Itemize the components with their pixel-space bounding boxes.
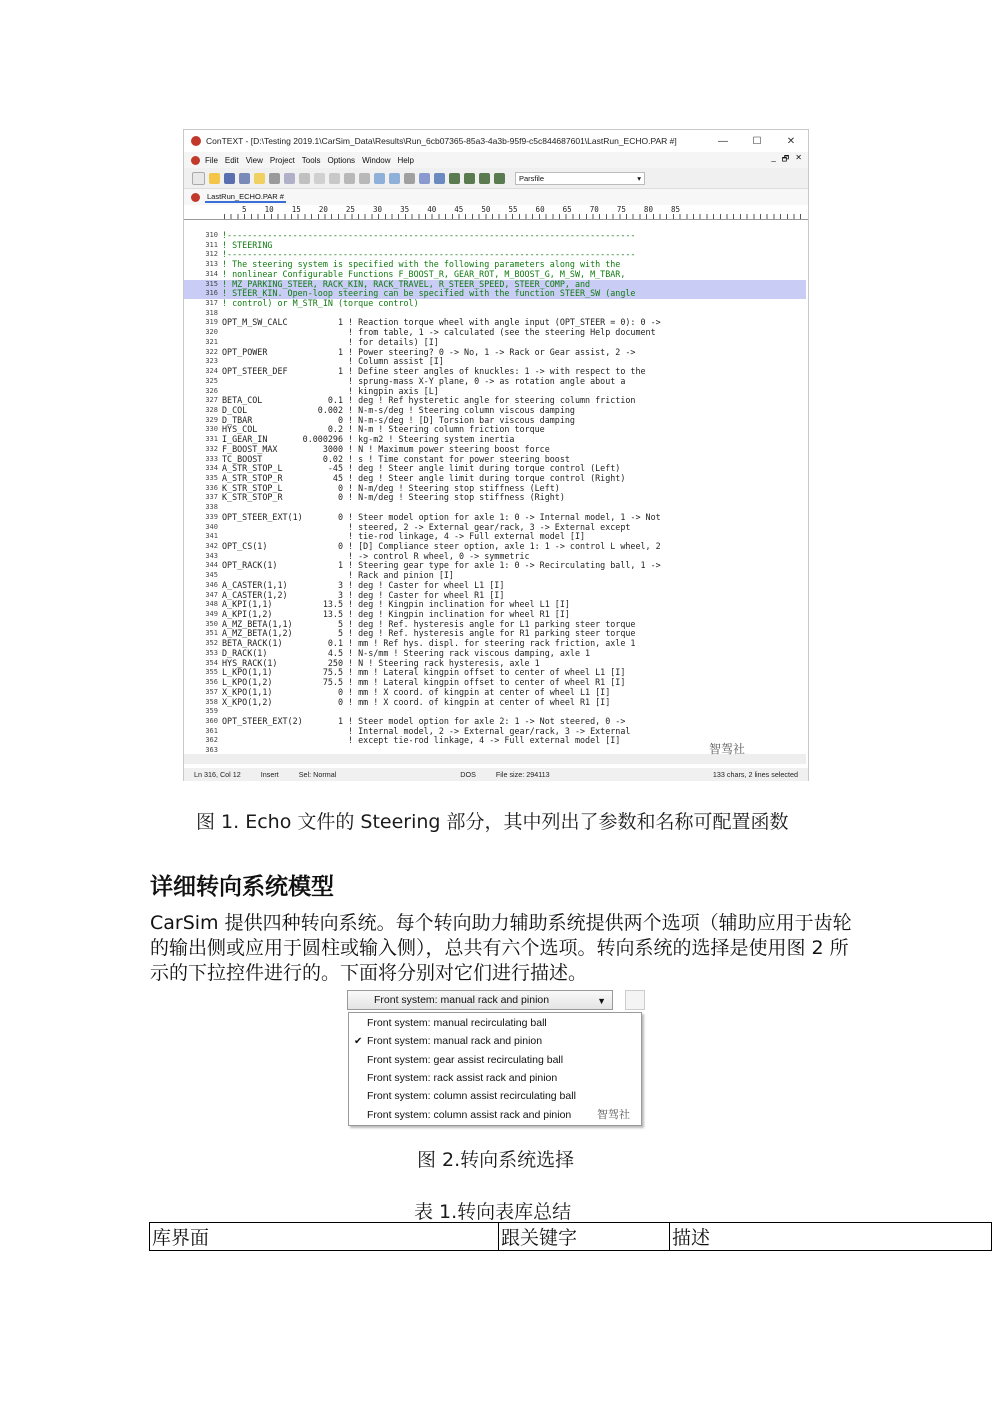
- line-number: 326: [205, 386, 218, 395]
- window-title: ConTEXT - [D:\Testing 2019.1\CarSim_Data\Results\Run_6cb07365-85a3-4a3b-95f9-c5c844687601\LastRun_ECHO.PAR #]: [206, 136, 677, 146]
- watermark: 智驾社: [709, 742, 746, 756]
- line-number: 350: [205, 619, 218, 628]
- line-number: 362: [205, 736, 218, 745]
- line-number: 334: [205, 464, 218, 473]
- dropdown-option[interactable]: [349, 1069, 641, 1087]
- line-text: ! Column assist [I]: [222, 356, 444, 367]
- menu-file[interactable]: File: [205, 155, 218, 165]
- status-position: Ln 316, Col 12: [194, 770, 241, 779]
- new-file-icon[interactable]: [192, 172, 205, 185]
- line-text: X_KPO(1,2) 0 ! mm ! X coord. of kingpin at center of wheel R1 [I]: [222, 696, 611, 707]
- column-ruler: [184, 205, 808, 220]
- line-text: ! sprung-mass X-Y plane, 0 -> as rotation angle about a: [222, 375, 626, 386]
- line-number: 324: [205, 367, 218, 376]
- line-number: 355: [205, 668, 218, 677]
- window-controls: [706, 136, 808, 147]
- line-number: 325: [205, 376, 218, 385]
- open-folder-icon[interactable]: [209, 173, 220, 184]
- line-number: 340: [205, 522, 218, 531]
- line-number: 360: [205, 716, 218, 725]
- dropdown-option[interactable]: [349, 1032, 641, 1050]
- menu-window[interactable]: Window: [362, 155, 391, 165]
- line-text: ! Internal model, 2 -> External gear/rack, 3 -> External: [222, 725, 631, 736]
- checkmark-icon: ✔: [354, 1035, 363, 1047]
- menu-view[interactable]: View: [245, 155, 263, 165]
- line-text: HYS_RACK(1) 250 ! N ! Steering rack hysteresis, axle 1: [222, 657, 540, 668]
- highlighter-value: Parsfile: [519, 173, 545, 183]
- line-text: A_CASTER(1,1) 3 ! deg ! Caster for wheel L1 [I]: [222, 579, 505, 590]
- user-command-3-icon[interactable]: [479, 173, 490, 184]
- line-number: 351: [205, 629, 218, 638]
- line-number: 333: [205, 454, 218, 463]
- code-line[interactable]: [184, 299, 806, 309]
- line-number: 335: [205, 473, 218, 482]
- menu-bar: [184, 152, 808, 168]
- print-icon[interactable]: [269, 173, 280, 184]
- line-number: 346: [205, 580, 218, 589]
- dropdown-option[interactable]: [349, 1014, 641, 1032]
- line-text: ! except tie-rod linkage, 4 -> Full external model [I]: [222, 735, 621, 746]
- line-text: ! STEERING: [222, 239, 273, 250]
- file-icon: [191, 193, 200, 202]
- status-selection-mode: Sel: Normal: [298, 770, 337, 779]
- line-text: A_CASTER(1,2) 3 ! deg ! Caster for wheel R1 [I]: [222, 589, 505, 600]
- options-icon[interactable]: [419, 173, 430, 184]
- document-tab-bar: [184, 189, 808, 205]
- menu-options[interactable]: Options: [327, 155, 356, 165]
- menu-tools[interactable]: Tools: [301, 155, 321, 165]
- minimize-button[interactable]: —: [718, 135, 728, 147]
- line-text: L_KPO(1,1) 75.5 ! mm ! Lateral kingpin offset to center of wheel L1 [I]: [222, 667, 626, 678]
- line-text: OPT_CS(1) 0 ! [D] Compliance steer option, axle 1: 1 -> control L wheel, 2: [222, 541, 661, 551]
- code-line[interactable]: [184, 493, 806, 503]
- redo-icon[interactable]: [359, 173, 370, 184]
- line-number: 318: [205, 308, 218, 317]
- menu-project[interactable]: Project: [269, 155, 295, 165]
- dropdown-arrow-icon[interactable]: ▼: [597, 996, 606, 1006]
- line-number: 320: [205, 328, 218, 337]
- figure1-caption: 图 1. Echo 文件的 Steering 部分，其中列出了参数和名称可配置函数: [196, 811, 789, 833]
- maximize-button[interactable]: ☐: [752, 135, 762, 147]
- user-command-2-icon[interactable]: [464, 173, 475, 184]
- user-command-1-icon[interactable]: [449, 173, 460, 184]
- save-icon[interactable]: [224, 173, 235, 184]
- mdi-close-button[interactable]: ✕: [795, 153, 802, 162]
- line-text: ! nonlinear Configurable Functions F_BOOST_R, GEAR_ROT, M_BOOST_G, M_SW, M_TBAR,: [222, 268, 626, 279]
- dropdown-option-label: Front system: rack assist rack and pinion: [367, 1072, 558, 1085]
- line-number: 317: [205, 299, 218, 308]
- tools-icon[interactable]: [434, 173, 445, 184]
- line-number: 336: [205, 483, 218, 492]
- steering-library-table: [149, 1222, 992, 1251]
- line-number: 313: [205, 260, 218, 269]
- line-text: A_MZ_BETA(1,2) 5 ! deg ! Ref. hysteresis angle for R1 parking steer torque: [222, 628, 636, 639]
- line-text: BETA_RACK(1) 0.1 ! mm ! Ref hys. displ. for steering rack friction, axle 1: [222, 638, 636, 649]
- line-number: 352: [205, 639, 218, 648]
- line-number: 312: [205, 250, 218, 259]
- line-text: K_STR_STOP_R 0 ! N-m/deg ! Steering stop stiffness (Right): [222, 492, 565, 503]
- line-number: 321: [205, 337, 218, 346]
- user-command-4-icon[interactable]: [494, 173, 505, 184]
- dropdown-selected-label: Front system: manual rack and pinion: [374, 994, 550, 1006]
- status-insert-mode: Insert: [260, 770, 279, 779]
- line-number: 345: [205, 571, 218, 580]
- line-text: OPT_POWER 1 ! Power steering? 0 -> No, 1 -> Rack or Gear assist, 2 ->: [222, 346, 636, 357]
- replace-icon[interactable]: [404, 173, 415, 184]
- dropdown-option-label: Front system: manual recirculating ball: [367, 1017, 547, 1030]
- line-number: 348: [205, 600, 218, 609]
- table-header-library: 库界面: [150, 1223, 499, 1251]
- line-text: ! Rack and pinion [I]: [222, 570, 454, 581]
- mdi-minimize-button[interactable]: _: [771, 153, 776, 162]
- table-header-keyword: 跟关键字: [499, 1223, 670, 1251]
- dropdown-option-label: Front system: column assist recirculating ball: [367, 1090, 576, 1103]
- find-icon[interactable]: [374, 173, 385, 184]
- line-text: D_RACK(1) 4.5 ! N-s/mm ! Steering rack viscous damping, axle 1: [222, 647, 591, 658]
- line-text: ! -> control R wheel, 0 -> symmetric: [222, 550, 530, 561]
- close-button[interactable]: ✕: [786, 135, 796, 147]
- line-text: BETA_COL 0.1 ! deg ! Ref hysteretic angle for steering column friction: [222, 395, 636, 406]
- menu-help[interactable]: Help: [397, 155, 414, 165]
- dropdown-option-label: Front system: manual rack and pinion: [367, 1035, 543, 1048]
- line-number: 337: [205, 493, 218, 502]
- line-text: ! The steering system is specified with the following parameters along with the: [222, 259, 621, 270]
- line-number: 327: [205, 396, 218, 405]
- title-bar: [184, 130, 808, 152]
- line-number: 314: [205, 269, 218, 278]
- undo-icon[interactable]: [344, 173, 355, 184]
- print-preview-icon[interactable]: [284, 173, 295, 184]
- line-number: 311: [205, 240, 218, 249]
- line-text: A_STR_STOP_R 45 ! deg ! Steer angle limit during torque control (Right): [222, 472, 626, 483]
- dropdown-option[interactable]: [349, 1087, 641, 1105]
- ruler-ticks: [224, 214, 804, 219]
- code-line[interactable]: [184, 231, 806, 241]
- line-text: F_BOOST_MAX 3000 ! N ! Maximum power steering boost force: [222, 443, 550, 454]
- table-header-row: [150, 1223, 992, 1251]
- table-header-description: 描述: [670, 1223, 992, 1251]
- table1-caption: 表 1.转向表库总结: [414, 1201, 572, 1223]
- status-chars: 133 chars, 2 lines selected: [712, 770, 798, 779]
- context-editor-window: [183, 129, 809, 781]
- line-text: OPT_STEER_DEF 1 ! Define steer angles of knuckles: 1 -> with respect to the: [222, 366, 646, 377]
- doc-icon: [191, 156, 200, 165]
- line-number: 310: [205, 231, 218, 239]
- line-number: 341: [205, 532, 218, 541]
- line-text: D_TBAR 0 ! N-m-s/deg ! [D] Torsion bar viscous damping: [222, 414, 575, 425]
- line-number: 315: [205, 279, 218, 288]
- chevron-down-icon: ▾: [637, 173, 641, 183]
- find-next-icon[interactable]: [389, 173, 400, 184]
- line-number: 332: [205, 444, 218, 453]
- figure2-caption: 图 2.转向系统选择: [417, 1149, 575, 1171]
- mdi-controls: [771, 153, 802, 167]
- dropdown-side-button[interactable]: [625, 990, 645, 1010]
- line-text: A_KPI(1,1) 13.5 ! deg ! Kingpin inclination for wheel L1 [I]: [222, 599, 570, 610]
- mdi-restore-button[interactable]: 🗗: [781, 154, 790, 163]
- watermark-2: 智驾社: [597, 1108, 630, 1121]
- toolbar: [184, 168, 808, 189]
- line-number: 342: [205, 542, 218, 550]
- line-number: 319: [205, 318, 218, 327]
- line-number: 363: [205, 746, 218, 754]
- dropdown-option[interactable]: [349, 1051, 641, 1069]
- line-text: ! control) or M_STR_IN (torque control): [222, 298, 419, 309]
- line-number: 349: [205, 610, 218, 619]
- dropdown-option-label: Front system: column assist rack and pinion: [367, 1108, 572, 1121]
- line-number: 347: [205, 590, 218, 599]
- line-text: TC_BOOST 0.02 ! s ! Time constant for power steering boost: [222, 453, 570, 464]
- cut-icon[interactable]: [299, 173, 310, 184]
- line-text: ! MZ_PARKING_STEER, RACK_KIN, RACK_TRAVEL, R_STEER_SPEED, STEER_COMP, and: [222, 278, 591, 289]
- copy-icon[interactable]: [314, 173, 325, 184]
- dropdown-selected[interactable]: [347, 990, 613, 1010]
- line-text: L_KPO(1,2) 75.5 ! mm ! Lateral kingpin offset to center of wheel R1 [I]: [222, 677, 626, 688]
- line-text: ! for details) [I]: [222, 336, 439, 347]
- line-text: I_GEAR_IN 0.000296 ! kg-m2 ! Steering system inertia: [222, 434, 515, 445]
- line-text: !---------------------------------------------------------------------------------: [222, 249, 636, 260]
- line-number: 354: [205, 658, 218, 667]
- line-text: OPT_STEER_EXT(1) 0 ! Steer model option for axle 1: 0 -> Internal model, 1 -> Not: [222, 511, 661, 522]
- line-number: 357: [205, 687, 218, 696]
- line-number: 358: [205, 697, 218, 706]
- line-text: ! kingpin axis [L]: [222, 385, 439, 396]
- line-number: 339: [205, 512, 218, 521]
- line-text: !---------------------------------------------------------------------------------: [222, 231, 636, 240]
- status-file-size: File size: 294113: [495, 770, 550, 779]
- line-number: 322: [205, 347, 218, 356]
- steering-system-dropdown: [347, 990, 645, 1127]
- line-number: 343: [205, 551, 218, 560]
- code-editor[interactable]: [184, 231, 806, 754]
- line-number: 331: [205, 435, 218, 444]
- line-text: A_STR_STOP_L -45 ! deg ! Steer angle limit during torque control (Left): [222, 463, 621, 474]
- line-text: K_STR_STOP_L 0 ! N-m/deg ! Steering stop stiffness (Left): [222, 482, 560, 493]
- line-number: 323: [205, 357, 218, 366]
- line-number: 359: [205, 707, 218, 716]
- line-number: 344: [205, 561, 218, 570]
- line-number: 361: [205, 726, 218, 735]
- line-text: ! from table, 1 -> calculated (see the steering Help document: [222, 327, 656, 338]
- line-text: ! tie-rod linkage, 4 -> Full external model [I]: [222, 531, 586, 542]
- section-title: 详细转向系统模型: [150, 874, 334, 900]
- line-number: 316: [205, 289, 218, 298]
- line-text: A_MZ_BETA(1,1) 5 ! deg ! Ref. hysteresis angle for L1 parking steer torque: [222, 618, 636, 629]
- line-text: D_COL 0.002 ! N-m-s/deg ! Steering column viscous damping: [222, 404, 575, 415]
- body-paragraph: CarSim 提供四种转向系统。每个转向助力辅助系统提供两个选项（辅助应用于齿轮的输出侧或应用于圆柱或输入侧），总共有六个选项。转向系统的选择是使用图 2 所示的下拉控件进行的。下面将分别对它们进行描述。: [150, 912, 852, 984]
- save-all-icon[interactable]: [239, 173, 250, 184]
- status-bar: [184, 768, 808, 781]
- line-text: OPT_STEER_EXT(2) 1 ! Steer model option for axle 2: 1 -> Not steered, 0 ->: [222, 715, 626, 726]
- dropdown-option-label: Front system: gear assist recirculating ball: [367, 1053, 564, 1066]
- line-text: X_KPO(1,1) 0 ! mm ! X coord. of kingpin at center of wheel L1 [I]: [222, 686, 611, 697]
- line-text: OPT_RACK(1) 1 ! Steering gear type for axle 1: 0 -> Recirculating ball, 1 ->: [222, 560, 661, 571]
- menu-edit[interactable]: Edit: [224, 155, 239, 165]
- close-file-icon[interactable]: [254, 173, 265, 184]
- line-text: HYS_COL 0.2 ! N-m ! Steering column friction torque: [222, 424, 545, 435]
- line-text: OPT_M_SW_CALC 1 ! Reaction torque wheel with angle input (OPT_STEER = 0): 0 ->: [222, 317, 661, 328]
- line-number: 328: [205, 405, 218, 414]
- ruler-numbers: 5 10 15 20 25 30 35 40 45 50 55 60 65 70 75 80 85: [224, 205, 681, 214]
- highlighter-select[interactable]: [515, 172, 645, 185]
- tab-lastrun-echo[interactable]: LastRun_ECHO.PAR #: [207, 191, 284, 201]
- line-number: 329: [205, 415, 218, 424]
- status-eol: DOS: [460, 770, 476, 779]
- line-number: 356: [205, 678, 218, 687]
- line-text: A_KPI(1,2) 13.5 ! deg ! Kingpin inclination for wheel R1 [I]: [222, 609, 570, 620]
- paste-icon[interactable]: [329, 173, 340, 184]
- code-line[interactable]: [184, 698, 806, 708]
- line-text: ! steered, 2 -> External gear/rack, 3 -> External except: [222, 521, 631, 532]
- app-icon: [191, 136, 201, 146]
- line-number: 330: [205, 425, 218, 434]
- line-number: 353: [205, 648, 218, 657]
- line-number: 338: [205, 503, 218, 512]
- line-text: ! STEER_KIN. Open-loop steering can be specified with the function STEER_SW (angle: [222, 288, 636, 299]
